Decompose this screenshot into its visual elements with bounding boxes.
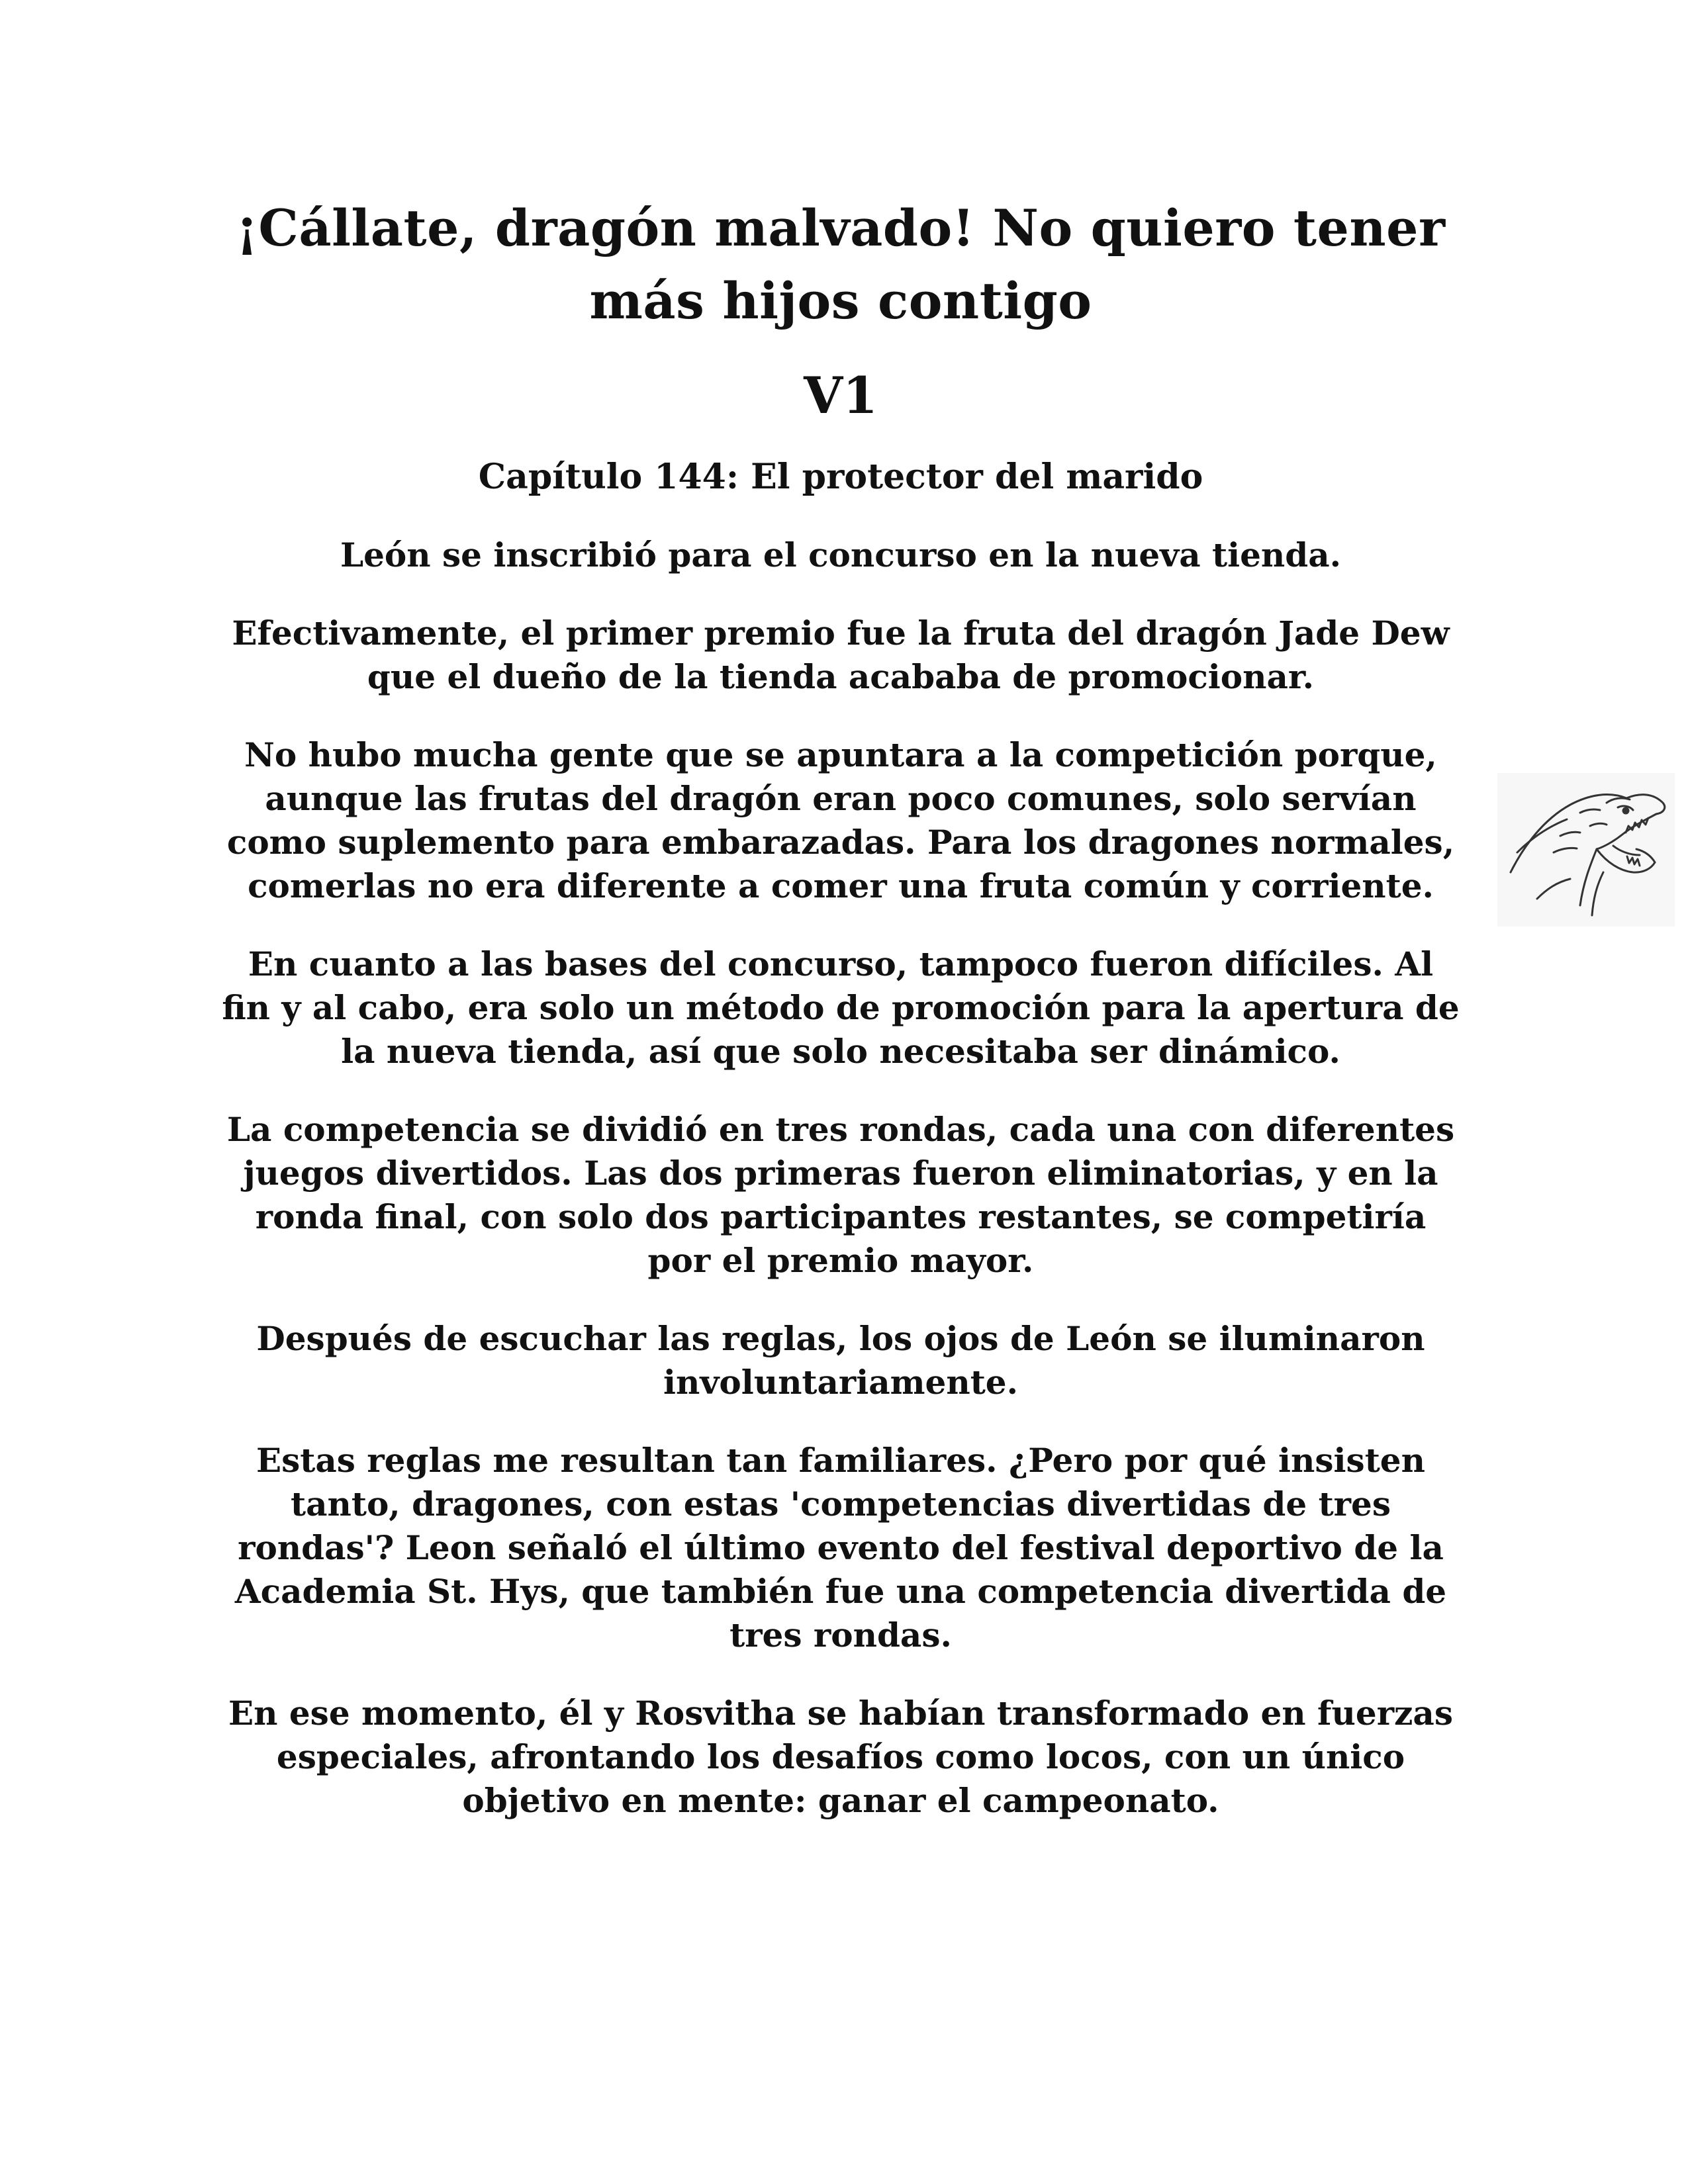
dragon-head-icon: [1497, 773, 1675, 927]
paragraph-4: En cuanto a las bases del concurso, tampoco fueron difíciles. Al fin y al cabo, era solo un método de promoción para la apertura de la nueva tienda, así que solo necesitaba ser dinámico.: [222, 944, 1460, 1071]
paragraph-6: Después de escuchar las reglas, los ojos de León se iluminaron involuntariamente.: [256, 1319, 1425, 1402]
paragraph-3: No hubo mucha gente que se apuntara a la competición porque, aunque las frutas del dragón eran poco comunes, solo servían como suplemento para embarazadas. Para los dragones normales, comerlas no era diferente a comer una fruta común y corriente.: [226, 735, 1455, 905]
paragraph-8: En ese momento, él y Rosvitha se habían transformado en fuerzas especiales, afrontando los desafíos como locos, con un único objetivo en mente: ganar el campeonato.: [228, 1694, 1453, 1820]
book-title: ¡Cállate, dragón malvado! No quiero tener más hijos contigo: [236, 199, 1446, 330]
chapter-heading: Capítulo 144: El protector del marido: [478, 457, 1203, 497]
paragraph-5: La competencia se dividió en tres rondas, cada una con diferentes juegos divertidos. Las dos primeras fueron eliminatorias, y en la ronda final, con solo dos participantes restantes, se competiría por el premio mayor.: [226, 1110, 1455, 1280]
paragraph-7: Estas reglas me resultan tan familiares. ¿Pero por qué insisten tanto, dragones, con estas 'competencias divertidas de tres rondas'? Leon señaló el último evento del festival deportivo de la Academia St. Hys, que también fue una competencia divertida de tres rondas.: [234, 1441, 1447, 1655]
paragraph-1: León se inscribió para el concurso en la nueva tienda.: [340, 535, 1342, 574]
volume-label: V1: [804, 366, 878, 425]
document-page: [218, 192, 1463, 1857]
paragraph-2: Efectivamente, el primer premio fue la fruta del dragón Jade Dew que el dueño de la tienda acababa de promocionar.: [232, 614, 1450, 696]
